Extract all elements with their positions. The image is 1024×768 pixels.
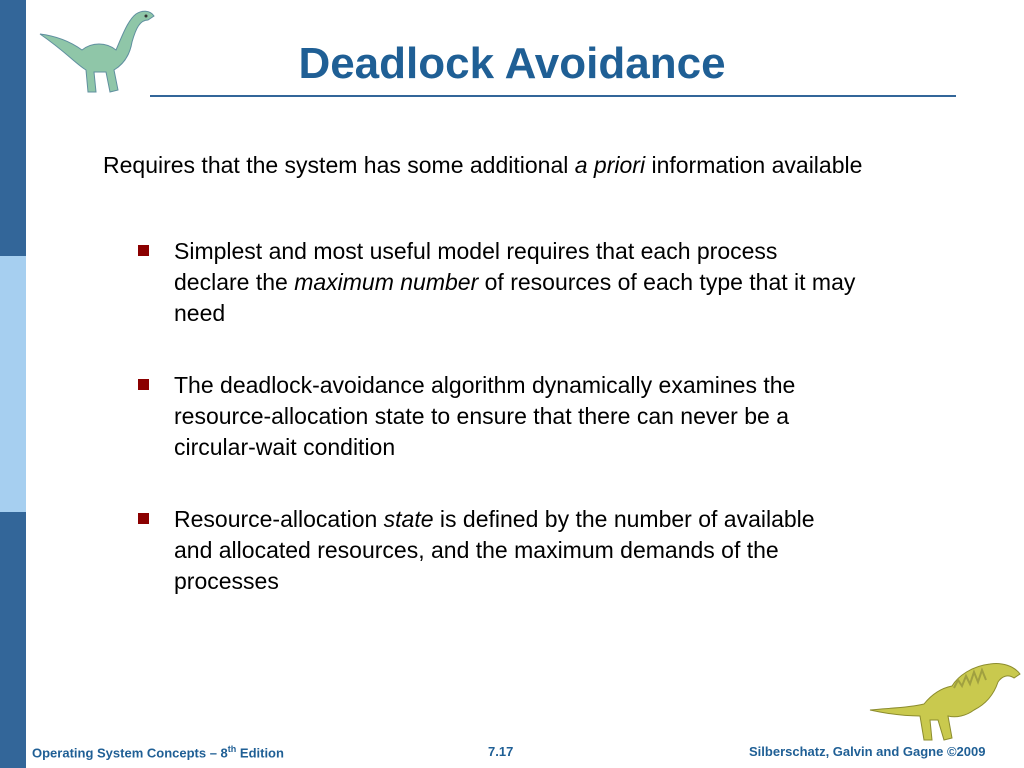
intro-emphasis: a priori bbox=[574, 152, 646, 178]
page-number: 7.17 bbox=[488, 744, 514, 759]
square-bullet-icon bbox=[138, 379, 149, 390]
footer-book-sup: th bbox=[227, 744, 237, 754]
footer-book-text: Operating System Concepts – 8 bbox=[32, 745, 228, 761]
footer-book-edition: Edition bbox=[236, 745, 284, 761]
square-bullet-icon bbox=[138, 245, 149, 256]
dinosaur-icon bbox=[868, 654, 1024, 746]
bullet-item bbox=[137, 370, 857, 463]
bullet-text: Simplest and most useful model requires that each process declare the bbox=[174, 238, 778, 295]
bullet-item bbox=[137, 504, 857, 597]
bullet-emphasis: maximum number bbox=[294, 269, 479, 295]
bullet-text: Resource-allocation bbox=[174, 506, 384, 532]
sidebar-highlight bbox=[0, 256, 26, 512]
bullet-item bbox=[137, 236, 857, 329]
bullet-text-end: is defined by the number of available and allocated resources, and the maximum demands of the processes bbox=[174, 506, 815, 594]
bullet-text-end: of resources of each type that it may need bbox=[174, 269, 856, 326]
bullet-list bbox=[137, 236, 857, 638]
title-divider bbox=[150, 95, 956, 97]
bullet-text: The deadlock-avoidance algorithm dynamically examines the resource-allocation state to ensure that there can never be a circular-wait condition bbox=[174, 372, 796, 460]
footer-copyright: Silberschatz, Galvin and Gagne ©2009 bbox=[749, 744, 986, 759]
bullet-emphasis: state bbox=[383, 506, 434, 532]
slide-title: Deadlock Avoidance bbox=[298, 39, 726, 88]
intro-paragraph bbox=[103, 150, 863, 181]
intro-text-end: information available bbox=[645, 152, 863, 178]
footer-book-title bbox=[32, 744, 284, 760]
intro-text: Requires that the system has some additional bbox=[103, 152, 575, 178]
square-bullet-icon bbox=[138, 513, 149, 524]
